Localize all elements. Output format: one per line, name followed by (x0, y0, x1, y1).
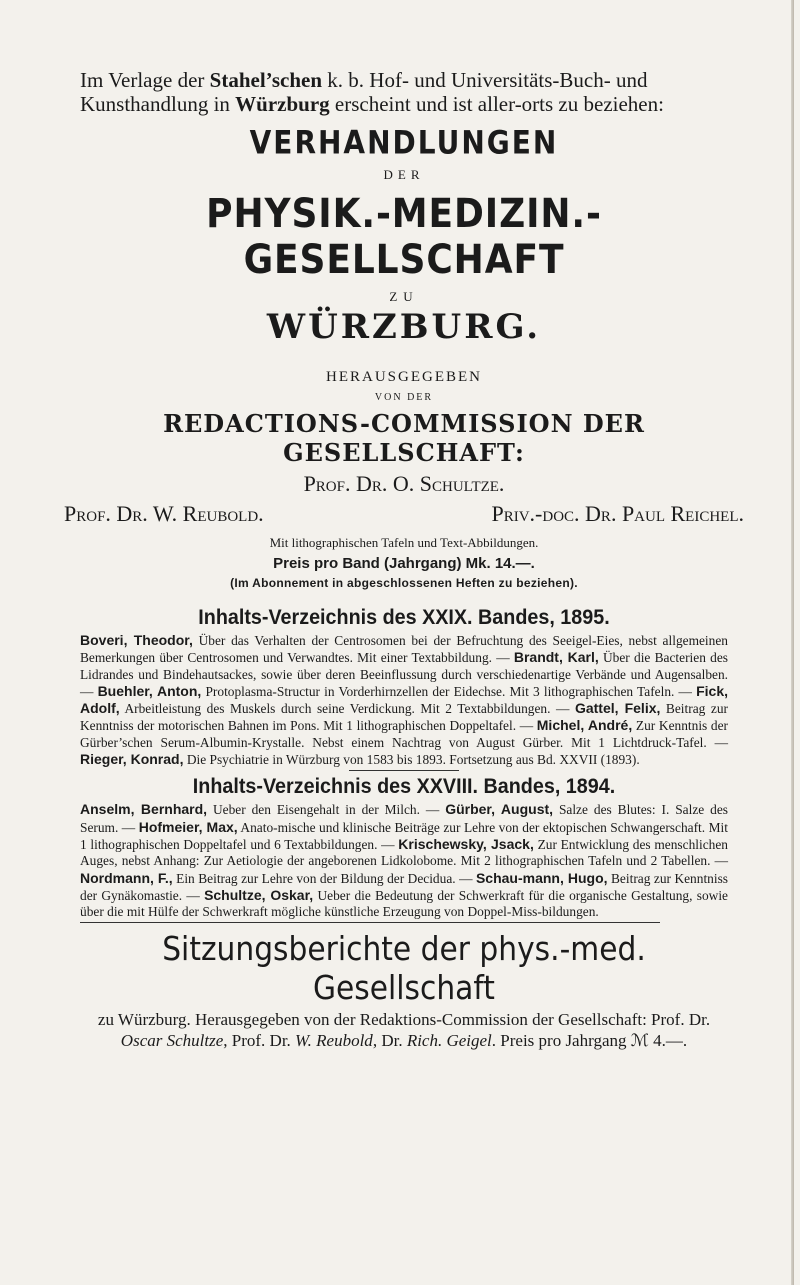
intro-text: k. b. Hof- und Universitäts-Buch- und Kunsthandlung in (80, 68, 648, 116)
author: Michel, André, (536, 717, 633, 734)
sb-text: zu Würzburg. Herausgegeben von der Redaktions-Commission der Gesellschaft: Prof. Dr. (97, 1010, 711, 1030)
entry-text: Protoplasma-Structur in Vorderhirnzellen der Eidechse. Mit 3 lithographischen Tafeln. — (201, 683, 697, 699)
entry-text: Über die Bacterien des Lidrandes und Bindehautsackes, sowie über deren Beeinflussung durch verschiedenartige Verbände und Augensalben. — (80, 650, 728, 699)
sitzungsberichte-body (80, 1009, 728, 1051)
sitzungsberichte-heading: Sitzungsberichte der phys.-med. Gesellschaft (162, 929, 646, 1008)
intro-paragraph (80, 68, 728, 116)
price-line: Preis pro Band (Jahrgang) Mk. 14.—. (273, 555, 535, 572)
entry-text: Arbeitleistung des Muskels durch seine Verdickung. Mit 2 Textabbildungen. — (119, 701, 575, 717)
author: Buehler, Anton, (97, 682, 202, 699)
divider (349, 770, 459, 771)
author: Anselm, Bernhard, (80, 801, 208, 818)
page-content (64, 68, 744, 1051)
entry-text: Anato-mische und klinische Beiträge zur Lehre von der ektopischen Schwangerschaft. Mit 1 lithographischen Doppeltafel und 6 Textabbildungen. — (80, 819, 728, 852)
entry-text: Salze des Blutes: I. Salze des Serum. — (80, 802, 728, 835)
entry-text: Die Psychiatrie in Würzburg von 1583 bis 1893. Fortsetzung aus Bd. XXVII (1893). (183, 752, 640, 768)
toc-29-body (80, 632, 728, 768)
toc-28-heading: Inhalts-Verzeichnis des XXVIII. Bandes, 1894. (192, 775, 616, 799)
intro-text: erscheint und ist aller-orts zu beziehen: (329, 92, 664, 116)
entry-text: Ueber die Bedeutung der Schwerkraft für die organische Gestaltung, sowie über die mit Hülfe der Schwerkraft mögliche künstliche Erzeugung von Doppel-Miss-bildungen. (80, 887, 729, 920)
editors-row (64, 501, 744, 527)
von-der-label: VON DER (374, 392, 434, 403)
editor-reichel: Priv.-doc. Dr. Paul Reichel. (491, 501, 744, 526)
title-der: DER (383, 167, 425, 182)
title-city: WÜRZBURG. (266, 307, 542, 347)
author: Fick, Adolf, (80, 682, 728, 717)
subscription-note: (Im Abonnement in abgeschlossenen Heften zu beziehen). (230, 576, 578, 590)
illustrations-note: Mit lithographischen Tafeln und Text-Abbildungen. (269, 535, 539, 550)
author: Gattel, Felix, (574, 700, 661, 717)
intro-text: Im Verlage der (80, 68, 210, 92)
toc-29-heading: Inhalts-Verzeichnis des XXIX. Bandes, 1895. (198, 606, 610, 629)
entry-text: Beitrag zur Kenntniss der motorischen Bahnen im Pons. Mit 1 lithographischen Doppeltafel. — (80, 701, 728, 734)
entry-text: Zur Kenntnis der Gürber’schen Serum-Albumin-Krystalle. Nebst einem Nachtrag von August Gürber. Mit 1 Lichtdruck-Tafel. — (80, 718, 729, 750)
entry-text: Über das Verhalten der Centrosomen bei der Befruchtung des Seeigel-Eies, nebst allgemeinen Bemerkungen über Centrosomen und Verwandtes. Mit einer Textabbildung. — (80, 633, 728, 666)
entry-text: Zur Entwicklung des menschlichen Auges, nebst Anhang: Zur Aetiologie der angeborenen Lidkolobome. Mit 2 lithographischen Tafeln und 2 Tabellen. — (80, 836, 728, 869)
author: Krischewsky, Jsack, (398, 835, 534, 852)
editor-reubold: Prof. Dr. W. Reubold. (64, 501, 264, 526)
author: Rieger, Konrad, (80, 751, 184, 768)
city-name: Würzburg (235, 92, 330, 116)
editor-name: W. Reubold (295, 1031, 373, 1051)
editor-schultze: Prof. Dr. O. Schultze. (303, 471, 505, 496)
author: Boveri, Theodor, (80, 632, 193, 648)
author: Schultze, Oskar, (204, 886, 314, 903)
author: Brandt, Karl, (513, 649, 599, 666)
divider (80, 922, 660, 923)
title-verhandlungen: VERHANDLUNGEN (249, 123, 559, 162)
page-edge (791, 0, 794, 1285)
entry-text: Ein Beitrag zur Lehre von der Bildung der Decidua. — (172, 870, 476, 886)
entry-text: Ueber den Eisengehalt in der Milch. — (207, 802, 446, 818)
author: Gürber, August, (445, 801, 554, 818)
sb-text: , Prof. Dr. (223, 1031, 296, 1051)
author: Hofmeier, Max, (138, 818, 238, 835)
herausgegeben-label: HERAUSGEGEBEN (326, 369, 482, 385)
author: Schau-mann, Hugo, (475, 869, 608, 886)
author: Nordmann, F., (80, 869, 173, 886)
editor-name: Rich. Geigel (406, 1031, 492, 1051)
editor-name: Oscar Schultze (120, 1031, 224, 1051)
entry-text: Beitrag zur Kenntniss der Gynäkomastie. — (80, 870, 729, 903)
commission-heading: REDACTIONS-COMMISSION DER GESELLSCHAFT: (163, 409, 645, 467)
sb-text: . Preis pro Jahrgang ℳ 4.—. (491, 1031, 688, 1051)
title-society: PHYSIK.-MEDIZIN.-GESELLSCHAFT (206, 191, 602, 283)
publisher-name: Stahel’schen (209, 68, 323, 92)
toc-28-body (80, 801, 728, 920)
title-zu: ZU (389, 289, 419, 304)
sb-text: , Dr. (372, 1031, 407, 1051)
